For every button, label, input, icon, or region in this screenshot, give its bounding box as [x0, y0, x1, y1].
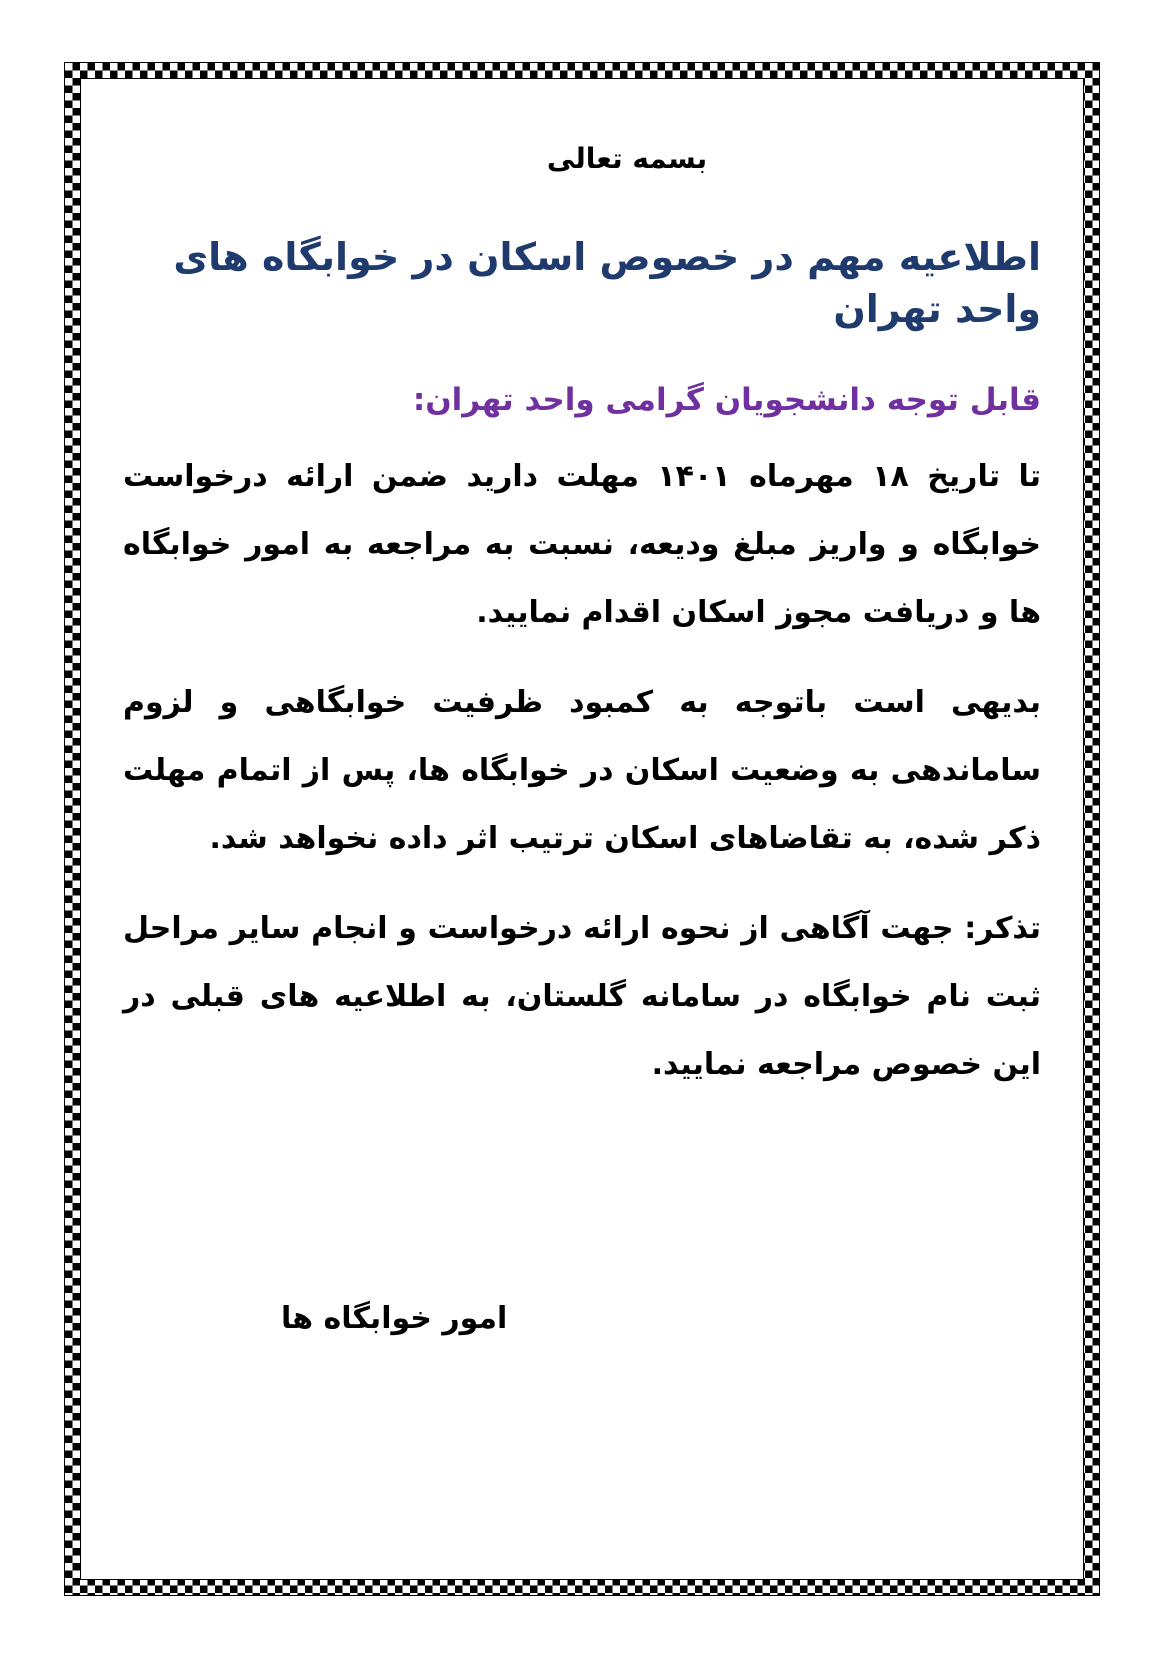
paragraph-capacity: بدیهی است باتوجه به کمبود ظرفیت خوابگاهی و لزوم ساماندهی به وضعیت اسکان در خوابگاه ها، پس از اتمام مهلت ذکر شده، به تقاضاهای اسکان ترتیب اثر داده نخواهد شد.	[123, 685, 1041, 856]
checkered-border-frame	[64, 62, 1100, 1596]
address-line: قابل توجه دانشجویان گرامی واحد تهران:	[412, 382, 1041, 418]
notice-title: اطلاعیه مهم در خصوص اسکان در خوابگاه های واحد تهران	[173, 235, 1041, 331]
notice-panel	[80, 78, 1084, 1580]
paragraph-deadline: تا تاریخ ۱۸ مهرماه ۱۴۰۱ مهلت دارید ضمن ارائه درخواست خوابگاه و واریز مبلغ ودیعه، نسبت به مراجعه به امور خوابگاه ها و دریافت مجوز اسکان اقدام نمایید.	[123, 459, 1041, 630]
signature-office: امور خوابگاه ها	[281, 1301, 508, 1336]
notice-content	[123, 139, 1041, 1121]
paragraph-reminder: تذکر: جهت آگاهی از نحوه ارائه درخواست و انجام سایر مراحل ثبت نام خوابگاه در سامانه گلستان، به اطلاعیه های قبلی در این خصوص مراجعه نمایید.	[123, 911, 1041, 1082]
bismillah-heading: بسمه تعالی	[546, 142, 708, 175]
